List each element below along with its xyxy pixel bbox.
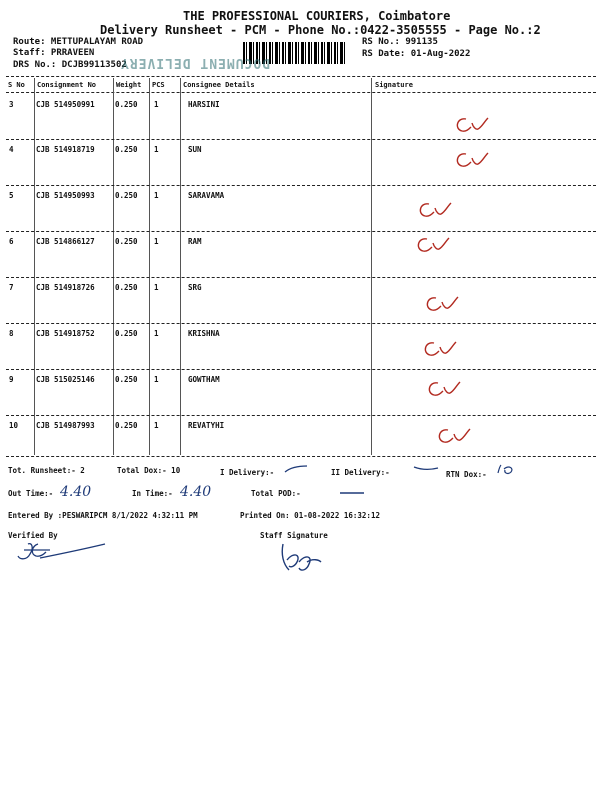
row-weight: 0.250	[115, 191, 138, 200]
row-rule	[6, 369, 596, 370]
row-weight: 0.250	[115, 283, 138, 292]
col-divider	[113, 78, 114, 455]
row-pcs: 1	[154, 191, 159, 200]
row-rule	[6, 185, 596, 186]
verified-signature	[10, 538, 110, 568]
in-time-label: In Time:-	[132, 489, 173, 498]
row-weight: 0.250	[115, 329, 138, 338]
printed-on: Printed On: 01-08-2022 16:32:12	[240, 511, 380, 520]
in-time-handwritten: 4.40	[180, 484, 212, 500]
col-signature: Signature	[375, 81, 413, 89]
row-weight: 0.250	[115, 237, 138, 246]
row-weight: 0.250	[115, 145, 138, 154]
i-delivery-mark	[283, 464, 313, 474]
row-consignment: CJB 514918719	[36, 145, 95, 154]
row-signature-mark	[413, 233, 453, 257]
i-delivery: I Delivery:-	[220, 468, 275, 477]
row-consignee: KRISHNA	[188, 329, 220, 338]
company-title: THE PROFESSIONAL COURIERS, Coimbatore	[183, 9, 451, 23]
row-sno: 10	[9, 421, 19, 430]
rtn-dox-mark	[495, 463, 519, 477]
col-divider	[371, 78, 372, 455]
row-consignment: CJB 514918726	[36, 283, 95, 292]
staff-signature	[277, 540, 327, 580]
staff-signature-label: Staff Signature	[260, 531, 328, 540]
row-sno: 5	[9, 191, 14, 200]
row-rule	[6, 415, 596, 416]
row-signature-mark	[452, 113, 492, 137]
row-consignment: CJB 514918752	[36, 329, 95, 338]
row-pcs: 1	[154, 375, 159, 384]
row-consignee: HARSINI	[188, 100, 220, 109]
ii-delivery-mark	[412, 464, 442, 474]
row-signature-mark	[415, 198, 455, 222]
row-consignment: CJB 514987993	[36, 421, 95, 430]
row-sno: 4	[9, 145, 14, 154]
total-dox: Total Dox:- 10	[117, 466, 181, 475]
table-header-rule	[6, 92, 596, 93]
row-weight: 0.250	[115, 375, 138, 384]
col-consignment: Consignment No	[37, 81, 97, 89]
rtn-dox: RTN Dox:-	[446, 470, 487, 479]
row-signature-mark	[452, 148, 492, 172]
row-signature-mark	[422, 292, 462, 316]
verified-by-label: Verified By	[8, 531, 58, 540]
rs-date: RS Date: 01-Aug-2022	[362, 49, 471, 59]
col-pcs: PCS	[152, 81, 165, 89]
row-consignment: CJB 514950991	[36, 100, 95, 109]
col-divider	[34, 78, 35, 455]
row-pcs: 1	[154, 329, 159, 338]
col-consignee: Consignee Details	[183, 81, 255, 89]
row-weight: 0.250	[115, 421, 138, 430]
row-pcs: 1	[154, 421, 159, 430]
row-consignee: RAM	[188, 237, 202, 246]
row-sno: 6	[9, 237, 14, 246]
row-rule	[6, 139, 596, 140]
row-sno: 8	[9, 329, 14, 338]
table-top-rule	[6, 76, 596, 77]
entered-by: Entered By :PESWARIPCM 8/1/2022 4:32:11 PM	[8, 511, 198, 520]
row-sno: 3	[9, 100, 14, 109]
row-consignment: CJB 515025146	[36, 375, 95, 384]
staff-label: Staff: PRRAVEEN	[13, 48, 95, 58]
row-consignee: REVATYHI	[188, 421, 225, 430]
row-consignee: SRG	[188, 283, 202, 292]
row-rule	[6, 323, 596, 324]
row-pcs: 1	[154, 283, 159, 292]
row-consignee: SARAVAMA	[188, 191, 225, 200]
out-time-handwritten: 4.40	[60, 484, 92, 500]
delivery-stamp: DOCUMENT DELIVERY	[120, 55, 271, 70]
row-consignment: CJB 514950993	[36, 191, 95, 200]
drs-label: DRS No.: DCJB99113502	[13, 60, 127, 70]
row-rule	[6, 231, 596, 232]
col-weight: Weight	[116, 81, 142, 89]
col-divider	[180, 78, 181, 455]
total-pod-mark	[338, 490, 368, 496]
row-rule	[6, 277, 596, 278]
row-consignment: CJB 514866127	[36, 237, 95, 246]
ii-delivery: II Delivery:-	[331, 468, 390, 477]
row-pcs: 1	[154, 237, 159, 246]
row-consignee: GOWTHAM	[188, 375, 220, 384]
row-sno: 9	[9, 375, 14, 384]
rs-number: RS No.: 991135	[362, 37, 438, 47]
row-weight: 0.250	[115, 100, 138, 109]
route-label: Route: METTUPALAYAM ROAD	[13, 37, 144, 47]
out-time-label: Out Time:-	[8, 489, 54, 498]
row-sno: 7	[9, 283, 14, 292]
row-signature-mark	[434, 424, 474, 448]
tot-runsheet: Tot. Runsheet:- 2	[8, 466, 85, 475]
runsheet-title: Delivery Runsheet - PCM - Phone No.:0422-3505555 - Page No.:2	[100, 23, 541, 37]
table-bottom-rule	[6, 456, 596, 457]
row-signature-mark	[420, 337, 460, 361]
row-pcs: 1	[154, 100, 159, 109]
row-pcs: 1	[154, 145, 159, 154]
row-consignee: SUN	[188, 145, 202, 154]
row-signature-mark	[424, 377, 464, 401]
col-divider	[149, 78, 150, 455]
total-pod: Total POD:-	[251, 489, 301, 498]
col-sno: S No	[8, 81, 25, 89]
